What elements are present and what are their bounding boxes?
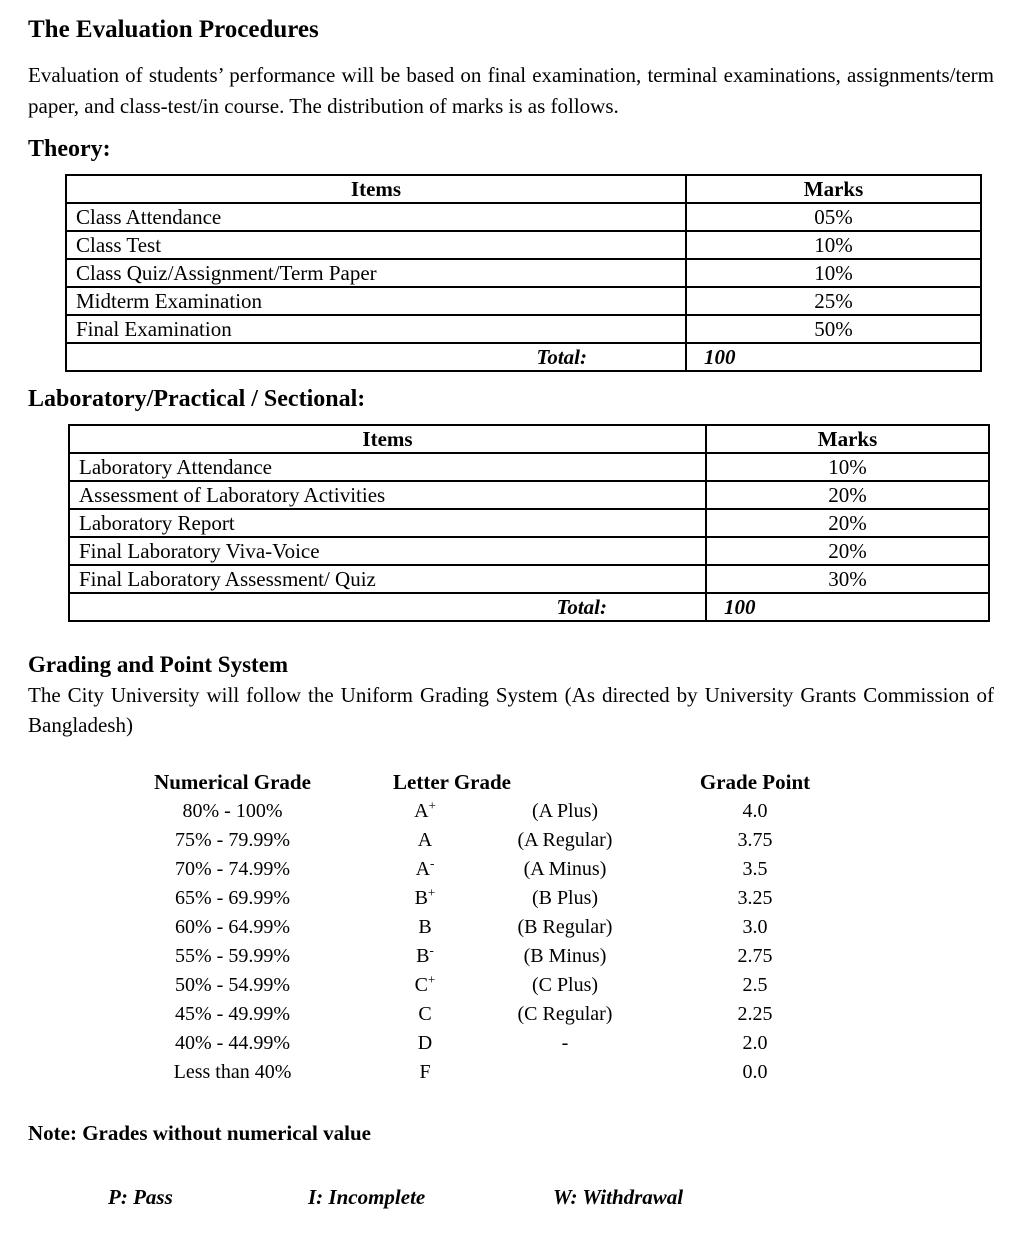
letter-grade	[365, 1029, 485, 1058]
grade-row	[100, 1058, 865, 1087]
grade-point: 2.75	[737, 945, 773, 968]
theory-heading: Theory:	[28, 135, 111, 162]
item-cell: Midterm Examination	[66, 287, 686, 315]
grade-point: 3.75	[737, 829, 773, 852]
grade-row	[100, 971, 865, 1000]
table-row	[66, 315, 981, 343]
table-total-row	[69, 593, 989, 621]
table-header-row	[66, 175, 981, 203]
letter-grade-base: B	[414, 887, 428, 910]
letter-grade-base: C	[414, 974, 428, 997]
letter-grade-sign: +	[428, 797, 436, 813]
item-cell: Final Laboratory Assessment/ Quiz	[69, 565, 706, 593]
total-label: Total:	[66, 343, 686, 371]
numerical-grade: 40% - 44.99%	[175, 1032, 290, 1055]
grading-heading: Grading and Point System	[28, 652, 289, 678]
letter-grade	[365, 1000, 485, 1029]
letter-grade-desc: (B Plus)	[531, 887, 599, 910]
marks-cell: 30%	[706, 565, 989, 593]
grade-point: 0.0	[742, 1061, 768, 1084]
numerical-grade-header: Numerical Grade	[154, 769, 311, 794]
letter-grade	[365, 971, 485, 1000]
total-value: 100	[686, 343, 981, 371]
letter-grade	[365, 913, 485, 942]
grade-row	[100, 942, 865, 971]
numerical-grade: 65% - 69.99%	[175, 887, 290, 910]
letter-grade-header: Letter Grade	[393, 769, 511, 794]
marks-cell: 10%	[686, 231, 981, 259]
letter-grade-desc: (C Regular)	[517, 1003, 613, 1026]
letter-grade-sign: -	[430, 855, 435, 871]
table-total-row	[66, 343, 981, 371]
grade-point: 4.0	[742, 800, 768, 823]
letter-grade-desc: (A Plus)	[531, 800, 599, 823]
marks-cell: 20%	[706, 509, 989, 537]
grade-row	[100, 797, 865, 826]
letter-grade-base: A	[417, 829, 433, 852]
letter-grade-desc: -	[561, 1032, 569, 1055]
letter-grade-desc	[485, 1058, 645, 1087]
numerical-grade: 45% - 49.99%	[175, 1003, 290, 1026]
legend-incomplete: I: Incomplete	[308, 1184, 426, 1209]
marks-cell: 25%	[686, 287, 981, 315]
item-cell: Class Test	[66, 231, 686, 259]
grade-row	[100, 1000, 865, 1029]
letter-grade-desc: (C Plus)	[531, 974, 599, 997]
marks-column-header: Marks	[686, 175, 981, 203]
letter-grade-base: B	[416, 945, 430, 968]
grade-point: 3.0	[742, 916, 768, 939]
item-cell: Final Laboratory Viva-Voice	[69, 537, 706, 565]
grade-point: 2.5	[742, 974, 768, 997]
grade-row	[100, 913, 865, 942]
numerical-grade: 60% - 64.99%	[175, 916, 290, 939]
numerical-grade: 70% - 74.99%	[175, 858, 290, 881]
table-header-row	[69, 425, 989, 453]
grade-point-header: Grade Point	[699, 769, 811, 794]
note-text: Note: Grades without numerical value	[28, 1120, 371, 1145]
laboratory-heading: Laboratory/Practical / Sectional:	[28, 385, 366, 412]
item-cell: Laboratory Attendance	[69, 453, 706, 481]
numerical-grade: 75% - 79.99%	[175, 829, 290, 852]
page-title: The Evaluation Procedures	[28, 16, 319, 43]
grade-point: 3.25	[737, 887, 773, 910]
grading-intro-paragraph: The City University will follow the Uniform Grading System (As directed by University Grants Commission of Bangladesh)	[28, 682, 994, 737]
letter-grade	[365, 1058, 485, 1087]
table-row	[69, 509, 989, 537]
table-row	[69, 481, 989, 509]
letter-grade-base: C	[418, 1003, 432, 1026]
item-cell: Class Quiz/Assignment/Term Paper	[66, 259, 686, 287]
legend-pass: P: Pass	[108, 1184, 173, 1209]
letter-grade-desc: (B Regular)	[517, 916, 613, 939]
letter-grade	[365, 855, 485, 884]
numerical-grade: 50% - 54.99%	[175, 974, 290, 997]
grade-point: 3.5	[742, 858, 768, 881]
marks-cell: 05%	[686, 203, 981, 231]
item-cell: Class Attendance	[66, 203, 686, 231]
letter-grade-base: A	[414, 800, 429, 823]
intro-paragraph: Evaluation of students’ performance will be based on final examination, terminal examinations, assignments/term paper, and class-test/in course. The distribution of marks is as follows.	[28, 62, 994, 118]
marks-cell: 10%	[706, 453, 989, 481]
letter-grade-sign: +	[428, 971, 436, 987]
marks-cell: 20%	[706, 481, 989, 509]
grade-row	[100, 855, 865, 884]
letter-grade-sign: +	[428, 884, 436, 900]
table-row	[66, 231, 981, 259]
grade-legend	[108, 1185, 995, 1210]
letter-grade-base: F	[419, 1061, 431, 1084]
numerical-grade: Less than 40%	[173, 1061, 292, 1084]
total-value: 100	[706, 593, 989, 621]
table-row	[66, 203, 981, 231]
marks-cell: 50%	[686, 315, 981, 343]
item-cell: Assessment of Laboratory Activities	[69, 481, 706, 509]
letter-grade-sign: -	[429, 942, 434, 958]
grade-row	[100, 884, 865, 913]
table-row	[66, 287, 981, 315]
table-row	[69, 565, 989, 593]
numerical-grade: 80% - 100%	[182, 800, 283, 823]
letter-grade	[365, 942, 485, 971]
letter-grade-desc: (A Regular)	[517, 829, 613, 852]
letter-grade	[365, 884, 485, 913]
laboratory-marks-table	[68, 424, 990, 622]
item-cell: Laboratory Report	[69, 509, 706, 537]
theory-marks-table	[65, 174, 982, 372]
letter-grade-desc: (A Minus)	[523, 858, 607, 881]
items-column-header: Items	[69, 425, 706, 453]
letter-grade-base: D	[417, 1032, 433, 1055]
grade-scale-header-row	[100, 768, 865, 797]
numerical-grade: 55% - 59.99%	[175, 945, 290, 968]
marks-column-header: Marks	[706, 425, 989, 453]
letter-grade-base: A	[415, 858, 431, 881]
total-label: Total:	[69, 593, 706, 621]
marks-cell: 10%	[686, 259, 981, 287]
legend-withdrawal: W: Withdrawal	[553, 1184, 684, 1209]
grade-scale-table	[100, 768, 865, 1087]
letter-grade	[365, 797, 485, 826]
grade-point: 2.25	[737, 1003, 773, 1026]
table-row	[69, 453, 989, 481]
table-row	[69, 537, 989, 565]
table-row	[66, 259, 981, 287]
item-cell: Final Examination	[66, 315, 686, 343]
letter-grade-base: B	[418, 916, 432, 939]
letter-grade	[365, 826, 485, 855]
letter-grade-desc: (B Minus)	[523, 945, 607, 968]
items-column-header: Items	[66, 175, 686, 203]
grade-point: 2.0	[742, 1032, 768, 1055]
marks-cell: 20%	[706, 537, 989, 565]
grade-row	[100, 826, 865, 855]
grade-row	[100, 1029, 865, 1058]
